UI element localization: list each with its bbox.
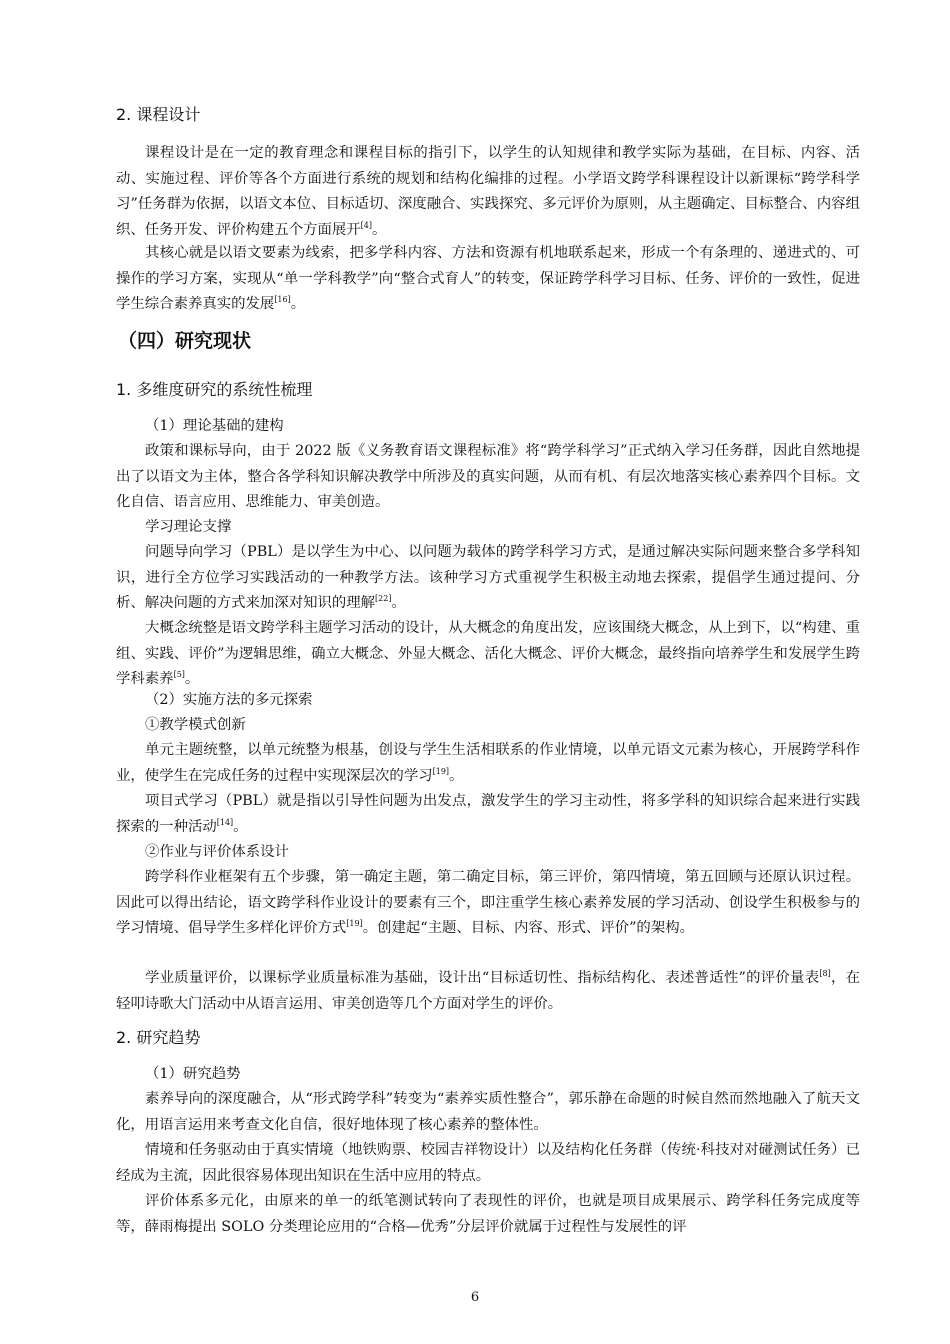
paragraph-text: 单元主题统整，以单元统整为根基，创设与学生生活相联系的作业情境，以单元语文元素为核心，开展跨学科作业，使学生在完成任务的过程中实现深层次的学习 (116, 742, 860, 784)
section-heading-course-design: 2. 课程设计 (116, 105, 201, 124)
paragraph-learning-theory: 学习理论支撑 (145, 519, 232, 535)
paragraph-text: 。 (449, 767, 464, 784)
paragraph-course-design-definition (116, 141, 860, 243)
paragraph-homework-evaluation: ②作业与评价体系设计 (145, 844, 289, 860)
subheading-trends: （1）研究趋势 (145, 1066, 241, 1082)
citation: [22] (375, 594, 392, 604)
citation: [19] (346, 919, 363, 929)
paragraph-text: 。 (184, 671, 200, 688)
paragraph-text: 。 (391, 595, 406, 612)
paragraph-text: ，在轻叩诗歌大门活动中从语言运用、审美创造等几个方面对学生的评价。 (116, 970, 860, 1012)
paragraph-pbl (116, 540, 860, 617)
paragraph-text: 项目式学习（PBL）就是指以引导性问题为出发点，激发学生的学习主动性，将多学科的知识综合起来进行实践探索的一种活动 (116, 793, 860, 835)
paragraph-text: 。创建起“主题、目标、内容、形式、评价”的架构。 (362, 920, 694, 937)
paragraph-text: 其核心就是以语文要素为线索，把多学科内容、方法和资源有机地联系起来，形成一个有条理的、递进式的、可操作的学习方案，实现从“单一学科教学”向“整合式育人”的转变，保证跨学科学习目标、任务、评价的一致性，促进学生综合素养真实的发展 (116, 245, 860, 313)
citation: [8] (819, 969, 831, 978)
subheading-theory-basis: （1）理论基础的建构 (145, 418, 284, 434)
paragraph-text: 大概念统整是语文跨学科主题学习活动的设计，从大概念的角度出发，应该围绕大概念，从上到下，以“构建、重组、实践、评价”为逻辑思维，确立大概念、外显大概念、活化大概念、评价大概念，最终指向培养学生和发展学生跨学科素养 (116, 620, 860, 688)
paragraph-text: 学业质量评价，以课标学业质量标准为基础，设计出“目标适切性、指标结构化、表述普适性”的评价量表 (145, 970, 820, 986)
section-heading-systematic-review: 1. 多维度研究的系统性梳理 (116, 380, 313, 399)
citation: [4] (360, 220, 372, 230)
paragraph-policy-guidance: 政策和课标导向，由于 2022 版《义务教育语文课程标准》将“跨学科学习”正式纳入学习任务群，因此自然地提出了以语文为主体，整合各学科知识解决教学中所涉及的真实问题，从而有机、有层次地落实核心素养四个目标。文化自信、语言应用、思维能力、审美创造。 (116, 443, 860, 511)
paragraph-unit-theme (116, 738, 860, 789)
paragraph-text: 。 (290, 296, 306, 313)
paragraph-text: 。 (372, 221, 387, 238)
citation: [14] (216, 817, 234, 827)
paragraph-big-concept (116, 616, 860, 693)
paragraph-task-driven: 情境和任务驱动由于真实情境（地铁购票、校园吉祥物设计）以及结构化任务群（传统·科技对对碰测试任务）已经成为主流，因此很容易体现出知识在生活中应用的特点。 (116, 1142, 860, 1184)
paragraph-core-idea (116, 241, 860, 318)
paragraph-text: 问题导向学习（PBL）是以学生为中心、以问题为载体的跨学科学习方式，是通过解决实际问题来整合多学科知识，进行全方位学习实践活动的一种教学方法。该种学习方式重视学生积极主动地去探索，提倡学生通过提问、分析、解决问题的方式来加深对知识的理解 (116, 544, 860, 612)
paragraph-text: 课程设计是在一定的教育理念和课程目标的指引下，以学生的认知规律和教学实际为基础，在目标、内容、活动、实施过程、评价等各个方面进行系统的规划和结构化编排的过程。小学语文跨学科课程设计以新课标“跨学科学习”任务群为依据，以语文本位、目标适切、深度融合、实践探究、多元评价为原则，从主题确定、目标整合、内容组织、任务开发、评价构建五个方面展开 (116, 145, 860, 238)
paragraph-homework-framework (116, 865, 860, 942)
paragraph-text: 跨学科作业框架有五个步骤，第一确定主题，第二确定目标，第三评价，第四情境，第五回顾与还原认识过程。因此可以得出结论，语文跨学科作业设计的要素有三个，即注重学生核心素养发展的学习活动、创设学生积极参与的学习情境、倡导学生多样化评价方式 (116, 869, 860, 937)
citation: [19] (432, 766, 450, 776)
paragraph-deep-integration: 素养导向的深度融合，从“形式跨学科”转变为“素养实质性整合”，郭乐静在命题的时候自然而然地融入了航天文化，用语言运用来考查文化自信，很好地体现了核心素养的整体性。 (116, 1091, 860, 1133)
section-heading-research-trends: 2. 研究趋势 (116, 1028, 201, 1047)
part-heading-research-status: （四）研究现状 (118, 330, 252, 352)
subheading-implementation: （2）实施方法的多元探索 (145, 692, 313, 708)
paragraph-text: 。 (233, 818, 248, 835)
citation: [16] (274, 295, 291, 305)
paragraph-diverse-evaluation: 评价体系多元化，由原来的单一的纸笔测试转向了表现性的评价，也就是项目成果展示、跨学科任务完成度等等，薛雨梅提出 SOLO 分类理论应用的“合格—优秀”分层评价就属于过程性与发展性的评 (116, 1193, 860, 1235)
paragraph-teaching-mode: ①教学模式创新 (145, 717, 246, 733)
paragraph-quality-evaluation (116, 966, 860, 1017)
page-number: 6 (470, 1290, 480, 1305)
paragraph-project-learning (116, 789, 860, 840)
citation: [5] (173, 670, 185, 680)
